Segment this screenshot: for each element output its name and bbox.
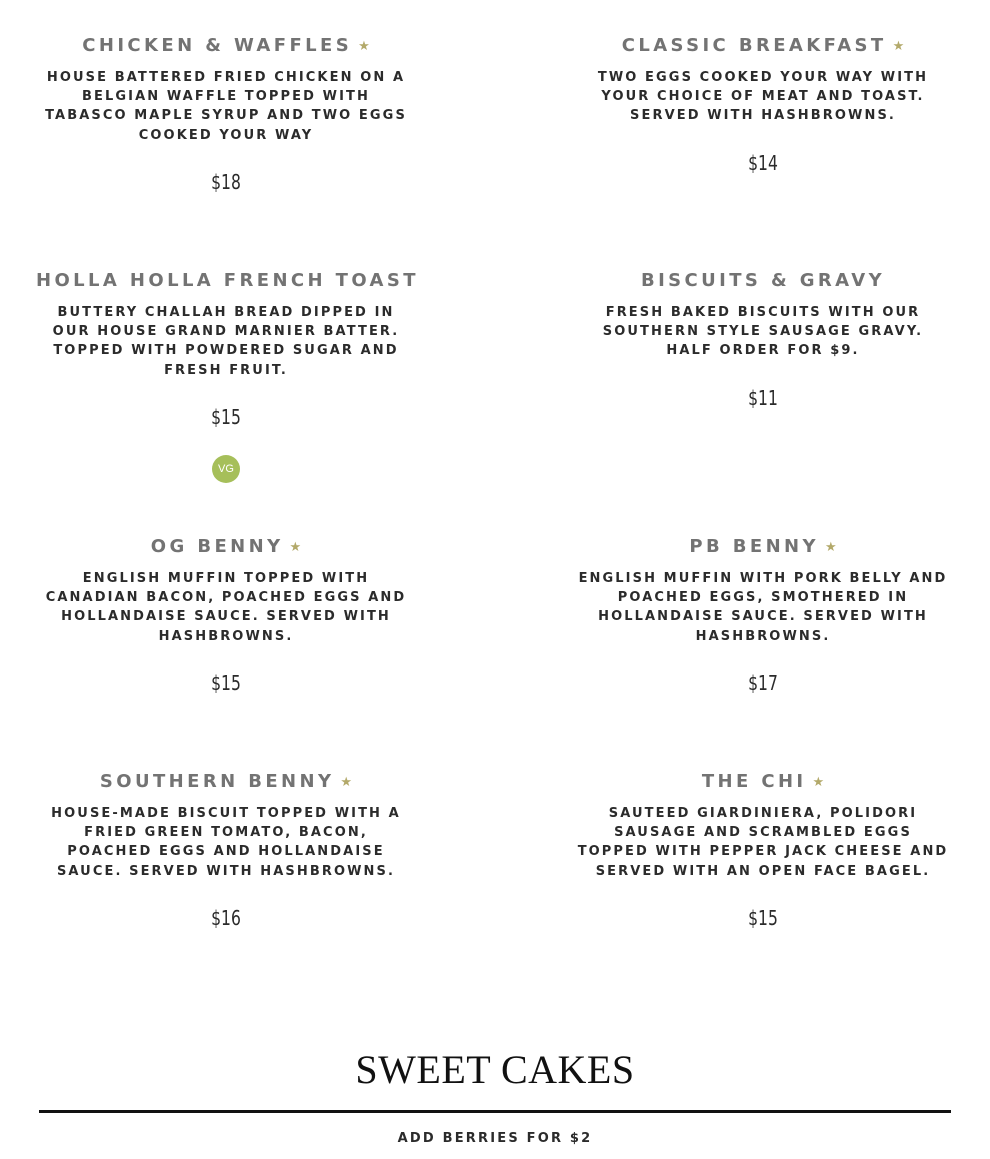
vegetarian-badge-icon: VG	[212, 455, 240, 483]
item-title-text: CLASSIC BREAKFAST	[621, 35, 887, 56]
item-description: HOUSE-MADE BISCUIT TOPPED WITH A FRIED GREEN TOMATO, BACON, POACHED EGGS AND HOLLANDAISE SAUCE. SERVED WITH HASHBROWNS.	[51, 806, 401, 879]
section-note: ADD BERRIES FOR $2	[397, 1131, 593, 1146]
item-title-text: BISCUITS & GRAVY	[640, 270, 886, 291]
star-icon: ★	[824, 540, 837, 555]
item-description: SAUTEED GIARDINIERA, POLIDORI SAUSAGE AND SCRAMBLED EGGS TOPPED WITH PEPPER JACK CHEESE AND SERVED WITH AN OPEN FACE BAGEL.	[577, 806, 949, 879]
menu-item-chicken-waffles	[36, 34, 416, 194]
item-price: $18	[211, 169, 241, 194]
item-description: BUTTERY CHALLAH BREAD DIPPED IN OUR HOUSE GRAND MARNIER BATTER. TOPPED WITH POWDERED SUGAR AND FRESH FRUIT.	[52, 305, 400, 378]
star-icon: ★	[340, 775, 353, 790]
item-price: $15	[211, 404, 241, 429]
item-title-text: HOLLA HOLLA FRENCH TOAST	[36, 270, 419, 291]
item-title	[36, 34, 416, 58]
star-icon: ★	[812, 775, 825, 790]
item-description: HOUSE BATTERED FRIED CHICKEN ON A BELGIAN WAFFLE TOPPED WITH TABASCO MAPLE SYRUP AND TWO EGGS COOKED YOUR WAY	[45, 70, 407, 143]
menu-item-pb-benny	[573, 535, 953, 695]
item-price: $14	[748, 150, 778, 175]
item-description: ENGLISH MUFFIN TOPPED WITH CANADIAN BACON, POACHED EGGS AND HOLLANDAISE SAUCE. SERVED WITH HASHBROWNS.	[45, 571, 407, 644]
item-description: ENGLISH MUFFIN WITH PORK BELLY AND POACHED EGGS, SMOTHERED IN HOLLANDAISE SAUCE. SERVED WITH HASHBROWNS.	[578, 571, 948, 644]
item-price: $15	[211, 670, 241, 695]
star-icon: ★	[358, 39, 370, 54]
item-title	[36, 535, 416, 559]
item-title	[573, 269, 953, 293]
item-price: $16	[211, 905, 241, 930]
menu-item-biscuits-gravy	[573, 269, 953, 410]
star-icon: ★	[892, 39, 905, 54]
item-description: TWO EGGS COOKED YOUR WAY WITH YOUR CHOICE OF MEAT AND TOAST. SERVED WITH HASHBROWNS.	[597, 70, 929, 124]
sweet-cakes-section	[39, 1040, 951, 1148]
item-price: $11	[748, 385, 778, 410]
menu-item-holla-french-toast	[36, 269, 419, 483]
item-title-text: PB BENNY	[689, 536, 819, 557]
section-heading: SWEET CAKES	[355, 1047, 635, 1092]
section-divider	[39, 1110, 951, 1113]
item-title	[573, 770, 953, 794]
item-title-text: THE CHI	[701, 771, 807, 792]
menu-item-the-chi	[573, 770, 953, 930]
menu-item-southern-benny	[36, 770, 416, 930]
item-title	[573, 535, 953, 559]
star-icon: ★	[289, 540, 302, 555]
item-title-text: CHICKEN & WAFFLES	[82, 35, 353, 56]
menu-item-classic-breakfast	[573, 34, 953, 175]
item-price: $17	[748, 670, 778, 695]
item-title	[36, 269, 419, 293]
item-price: $15	[748, 905, 778, 930]
item-title	[573, 34, 953, 58]
menu-item-og-benny	[36, 535, 416, 695]
item-title-text: OG BENNY	[150, 536, 284, 557]
item-title-text: SOUTHERN BENNY	[99, 771, 335, 792]
item-title	[36, 770, 416, 794]
item-description: FRESH BAKED BISCUITS WITH OUR SOUTHERN STYLE SAUSAGE GRAVY. HALF ORDER FOR $9.	[602, 305, 924, 359]
